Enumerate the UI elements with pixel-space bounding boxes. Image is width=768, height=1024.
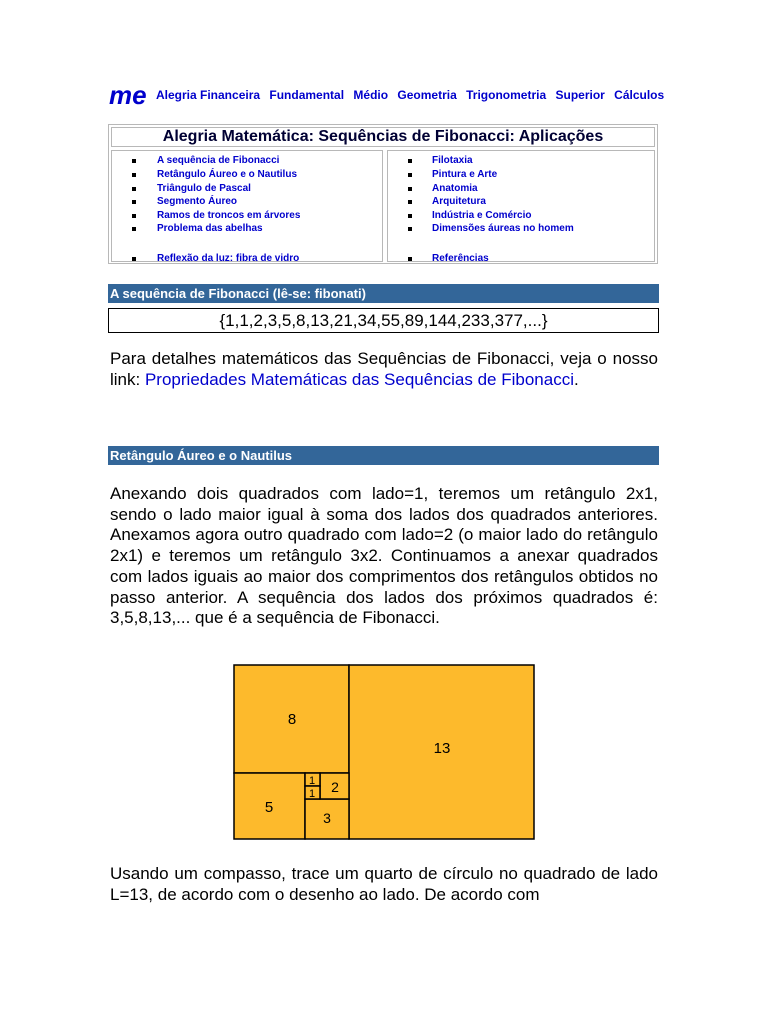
nav-links: [156, 88, 670, 102]
nav-link-trigonometria[interactable]: Trigonometria: [466, 88, 547, 102]
page-title: Alegria Matemática: Sequências de Fibonacci: Aplicações: [111, 127, 655, 147]
site-logo[interactable]: [109, 86, 151, 106]
bullet-icon: [132, 200, 136, 204]
bullet-icon: [408, 214, 412, 218]
paragraph-detalhes: Para detalhes matemáticos das Sequências de Fibonacci, veja o nosso link: Propriedades Matemáticas das Sequências de Fibonacci.: [110, 349, 658, 389]
svg-text:me: me: [109, 86, 147, 106]
bullet-icon: [132, 187, 136, 191]
bullet-icon: [408, 173, 412, 177]
bullet-icon: [132, 173, 136, 177]
label-1b: 1: [308, 788, 316, 800]
top-nav: [109, 84, 669, 108]
bullet-icon: [408, 187, 412, 191]
nav-link-fundamental[interactable]: Fundamental: [269, 88, 345, 102]
nav-link-medio[interactable]: Médio: [353, 88, 389, 102]
bullet-icon: [408, 227, 412, 231]
nav-link-calculos[interactable]: Cálculos: [614, 88, 665, 102]
bullet-icon: [132, 227, 136, 231]
index-right-column: Filotaxia Pintura e Arte Anatomia Arquitetura Indústria e Comércio Dimensões áureas no homem Referências: [387, 150, 655, 262]
nav-link-geometria[interactable]: Geometria: [397, 88, 457, 102]
paragraph-anexando: Anexando dois quadrados com lado=1, teremos um retângulo 2x1, sendo o lado maior igual à soma dos lados dos quadrados anteriores. Anexamos agora outro quadrado com lado=2 (o maior lado do retângulo 2x1) e teremos um retângulo 3x2. Continuamos a anexar quadrados com lados iguais ao maior dos comprimentos dos retângulos obtidos no passo anterior. A sequência dos lados dos próximos quadrados é: 3,5,8,13,... que é a sequência de Fibonacci.: [110, 484, 658, 628]
label-3: 3: [323, 810, 331, 826]
bullet-icon: [408, 257, 412, 261]
bullet-icon: [132, 214, 136, 218]
bullet-icon: [408, 200, 412, 204]
bullet-icon: [132, 257, 136, 261]
index-table: [108, 124, 658, 264]
bullet-icon: [408, 159, 412, 163]
link-propriedades[interactable]: Propriedades Matemáticas das Sequências de Fibonacci: [144, 369, 574, 389]
nav-link-financeira[interactable]: Alegria Financeira: [156, 88, 261, 102]
label-8: 8: [287, 711, 297, 728]
nav-link-superior[interactable]: Superior: [555, 88, 605, 102]
fibonacci-rectangles-figure: [232, 663, 537, 841]
fibonacci-sequence: {1,1,2,3,5,8,13,21,34,55,89,144,233,377,...}: [108, 308, 659, 333]
label-13: 13: [433, 740, 451, 757]
label-1a: 1: [308, 775, 316, 787]
paragraph-compasso: Usando um compasso, trace um quarto de círculo no quadrado de lado L=13, de acordo com o desenho ao lado. De acordo com: [110, 864, 658, 904]
label-2: 2: [331, 779, 339, 795]
bullet-icon: [132, 159, 136, 163]
index-left-column: A sequência de Fibonacci Retângulo Áureo e o Nautilus Triângulo de Pascal Segmento Áureo Ramos de troncos em árvores Problema das abelhas Reflexão da luz: fibra de vidro: [111, 150, 383, 262]
section-heading-retangulo: Retângulo Áureo e o Nautilus: [108, 446, 659, 465]
section-heading-sequencia: A sequência de Fibonacci (lê-se: fibonati): [108, 284, 659, 303]
label-5: 5: [264, 799, 274, 816]
